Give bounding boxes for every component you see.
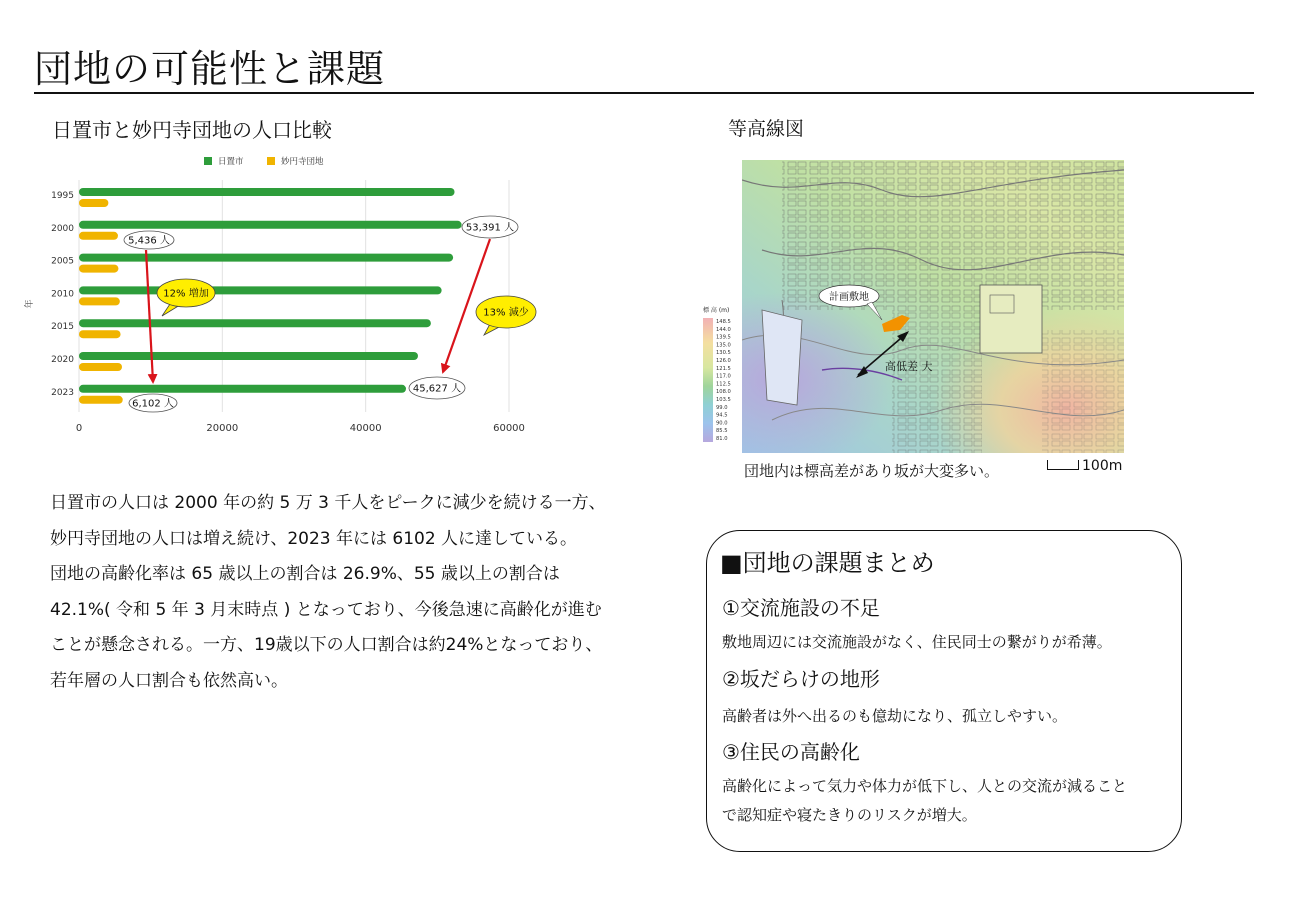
legend-values	[716, 319, 731, 442]
chart-bars	[79, 188, 462, 404]
population-bar-chart	[22, 148, 582, 448]
bar	[79, 188, 455, 196]
bar	[79, 363, 122, 371]
issue-text-line: 高齢化によって気力や体力が低下し、人との交流が減ること	[722, 777, 1128, 795]
planned-site-label: 計画敷地	[829, 292, 869, 303]
legend-value: 94.5	[716, 412, 728, 419]
chart-y-axis-label: 年	[25, 299, 35, 309]
y-tick-label: 2000	[51, 223, 74, 234]
bar	[79, 297, 120, 305]
legend-swatch	[204, 157, 212, 165]
legend-value: 81.0	[716, 436, 728, 442]
y-tick-label: 2020	[51, 355, 74, 365]
legend-value: 144.0	[716, 326, 731, 333]
y-tick-label: 2010	[51, 289, 74, 300]
x-tick-label: 20000	[206, 423, 239, 434]
legend-label: 妙円寺団地	[281, 157, 324, 167]
legend-label: 日置市	[218, 157, 244, 167]
chart-y-ticks	[51, 191, 74, 398]
legend-value: 112.5	[716, 381, 731, 388]
legend-swatch	[267, 157, 275, 165]
value-label: 53,391 人	[465, 222, 515, 234]
page-title: 団地の可能性と課題	[34, 47, 386, 91]
chart-x-ticks	[76, 423, 525, 434]
increase-arrow	[146, 250, 153, 382]
issue-text: 敷地周辺には交流施設がなく、住民同士の繋がりが希薄。	[722, 633, 1112, 651]
bar	[79, 319, 431, 327]
description-line: 妙円寺団地の人口は増え続け、2023 年には 6102 人に達している。	[50, 528, 578, 549]
bar	[79, 221, 462, 229]
x-tick-label: 0	[75, 423, 83, 434]
elevation-legend	[703, 304, 739, 444]
description-line: ことが懸念される。一方、19歳以下の人口割合は約24%となっており、	[50, 635, 603, 655]
legend-value: 108.0	[716, 389, 731, 396]
value-label: 5,436 人	[128, 235, 170, 247]
bar	[79, 396, 123, 404]
bar	[79, 352, 418, 360]
y-tick-label: 2015	[51, 322, 74, 333]
title-divider	[34, 92, 1254, 94]
y-tick-label: 1995	[51, 191, 74, 201]
legend-value: 126.0	[716, 358, 731, 364]
legend-value: 139.5	[716, 334, 731, 341]
legend-title: 標 高 (m)	[703, 307, 730, 314]
y-tick-label: 2023	[51, 387, 74, 398]
value-label: 45,627 人	[412, 383, 462, 395]
bar	[79, 286, 442, 294]
map-caption: 団地内は標高差があり坂が大変多い。	[744, 462, 1000, 480]
description-line: 42.1%( 令和 5 年 3 月末時点 ) となっており、今後急速に高齢化が進む	[50, 599, 602, 620]
x-tick-label: 60000	[493, 423, 525, 434]
elevation-difference-label: 高低差 大	[885, 360, 933, 373]
summary-title: ■団地の課題まとめ	[720, 549, 935, 577]
bar	[79, 330, 121, 338]
callout-label: 12% 増加	[163, 288, 209, 300]
description-line: 日置市の人口は 2000 年の約 5 万 3 千人をピークに減少を続ける一方、	[50, 493, 606, 513]
description-line: 若年層の人口割合も依然高い。	[50, 670, 288, 691]
value-label: 6,102 人	[132, 398, 174, 410]
legend-color-ramp	[703, 318, 713, 442]
bar	[79, 265, 118, 273]
legend-value: 121.5	[716, 365, 731, 372]
callout-label: 13% 減少	[483, 307, 529, 319]
y-tick-label: 2005	[51, 256, 74, 267]
population-description	[50, 486, 660, 699]
description-line: 団地の高齢化率は 65 歳以上の割合は 26.9%、55 歳以上の割合は	[50, 564, 560, 584]
issue-heading: ③住民の高齢化	[722, 740, 860, 764]
bar	[79, 199, 108, 207]
chart-title: 日置市と妙円寺団地の人口比較	[52, 118, 332, 142]
legend-value: 117.0	[716, 373, 731, 380]
chart-legend	[204, 156, 324, 167]
legend-value: 103.5	[716, 397, 731, 403]
issue-heading: ②坂だらけの地形	[722, 667, 880, 691]
contour-map	[742, 160, 1124, 453]
issue-text-line: で認知症や寝たきりのリスクが増大。	[722, 806, 977, 824]
map-title: 等高線図	[728, 118, 805, 140]
bar	[79, 385, 406, 393]
legend-value: 135.0	[716, 342, 731, 349]
x-tick-label: 40000	[349, 423, 382, 434]
legend-value: 99.0	[716, 404, 728, 411]
issue-text	[722, 772, 1182, 830]
legend-value: 130.5	[716, 350, 731, 357]
bar	[79, 232, 118, 240]
bar	[79, 254, 453, 262]
chart-annotations	[124, 216, 536, 412]
issue-heading: ①交流施設の不足	[722, 596, 880, 620]
contour-map-image	[742, 160, 1124, 453]
issue-text: 高齢者は外へ出るのも億劫になり、孤立しやすい。	[722, 707, 1068, 725]
scale-bar	[1047, 460, 1079, 470]
legend-value: 148.5	[716, 319, 731, 325]
legend-value: 85.5	[716, 428, 728, 435]
scale-label: 100m	[1082, 458, 1123, 474]
legend-value: 90.0	[716, 420, 728, 427]
